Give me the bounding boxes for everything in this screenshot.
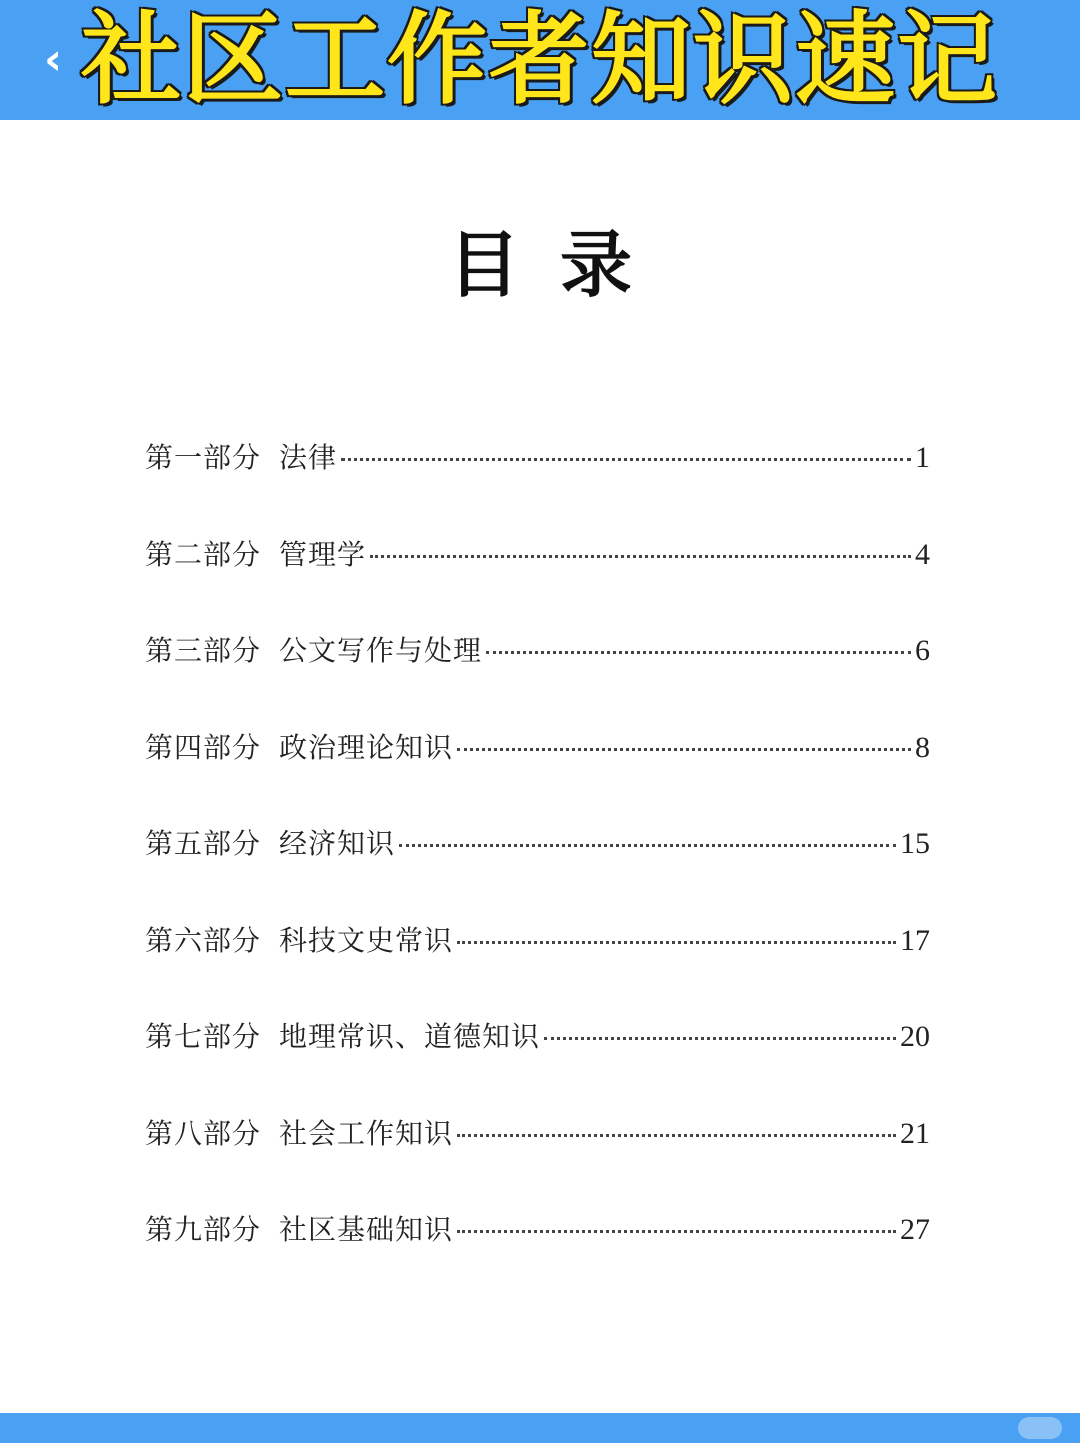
toc-part-label: 第二部分 xyxy=(145,537,262,571)
document-page xyxy=(0,120,1080,1413)
toc-entry-7[interactable] xyxy=(145,1009,930,1106)
toc-title: 科技文史常识 xyxy=(279,923,454,957)
toc-leader-dots xyxy=(457,1230,896,1233)
toc-page-number: 15 xyxy=(900,827,930,860)
toc-title: 社区基础知识 xyxy=(279,1213,454,1246)
toc-leader-dots xyxy=(544,1037,896,1040)
toc-title: 经济知识 xyxy=(279,827,396,860)
toc-leader-dots xyxy=(457,1134,896,1137)
toc-title: 政治理论知识 xyxy=(279,730,454,764)
toc-part-label: 第七部分 xyxy=(145,1020,262,1053)
banner-title: 社区工作者知识速记 xyxy=(81,1,999,118)
toc-part-label: 第四部分 xyxy=(145,730,262,764)
toc-leader-dots xyxy=(457,941,896,944)
toc-part-label: 第三部分 xyxy=(145,634,262,667)
toc-leader-dots xyxy=(399,844,896,847)
toc-part-label: 第六部分 xyxy=(145,923,262,957)
bottom-bar xyxy=(0,1413,1080,1443)
toc-part-label: 第九部分 xyxy=(145,1213,262,1246)
toc-entry-9[interactable] xyxy=(145,1202,930,1299)
toc-part-label: 第一部分 xyxy=(145,441,262,474)
toc-entry-1[interactable] xyxy=(145,430,930,527)
toc-title: 公文写作与处理 xyxy=(279,634,483,667)
toc-part-label: 第八部分 xyxy=(145,1116,262,1150)
toc-entry-6[interactable] xyxy=(145,913,930,1010)
toc-entry-3[interactable] xyxy=(145,623,930,720)
chevron-left-icon[interactable]: ‹ xyxy=(44,34,63,85)
toc-page-number: 20 xyxy=(900,1020,930,1053)
toc-page-number: 8 xyxy=(915,730,930,764)
toc-leader-dots xyxy=(341,458,911,461)
table-of-contents xyxy=(145,430,930,1299)
toc-page-number: 1 xyxy=(915,441,930,474)
page-title: 目录 xyxy=(447,223,672,307)
toc-page-number: 21 xyxy=(900,1116,930,1150)
toc-leader-dots xyxy=(486,651,911,654)
watermark-icon xyxy=(1018,1417,1062,1439)
toc-page-number: 27 xyxy=(900,1213,930,1246)
toc-page-number: 6 xyxy=(915,634,930,667)
toc-title: 地理常识、道德知识 xyxy=(279,1020,541,1053)
toc-entry-5[interactable] xyxy=(145,816,930,913)
toc-leader-dots xyxy=(457,748,911,751)
toc-entry-4[interactable] xyxy=(145,720,930,817)
toc-entry-2[interactable] xyxy=(145,527,930,624)
toc-title: 社会工作知识 xyxy=(279,1116,454,1150)
toc-part-label: 第五部分 xyxy=(145,827,262,860)
top-banner xyxy=(0,0,1080,120)
toc-entry-8[interactable] xyxy=(145,1106,930,1203)
toc-page-number: 4 xyxy=(915,537,930,571)
toc-leader-dots xyxy=(370,555,911,558)
toc-title: 管理学 xyxy=(279,537,367,571)
toc-page-number: 17 xyxy=(900,923,930,957)
toc-title: 法律 xyxy=(279,441,338,474)
